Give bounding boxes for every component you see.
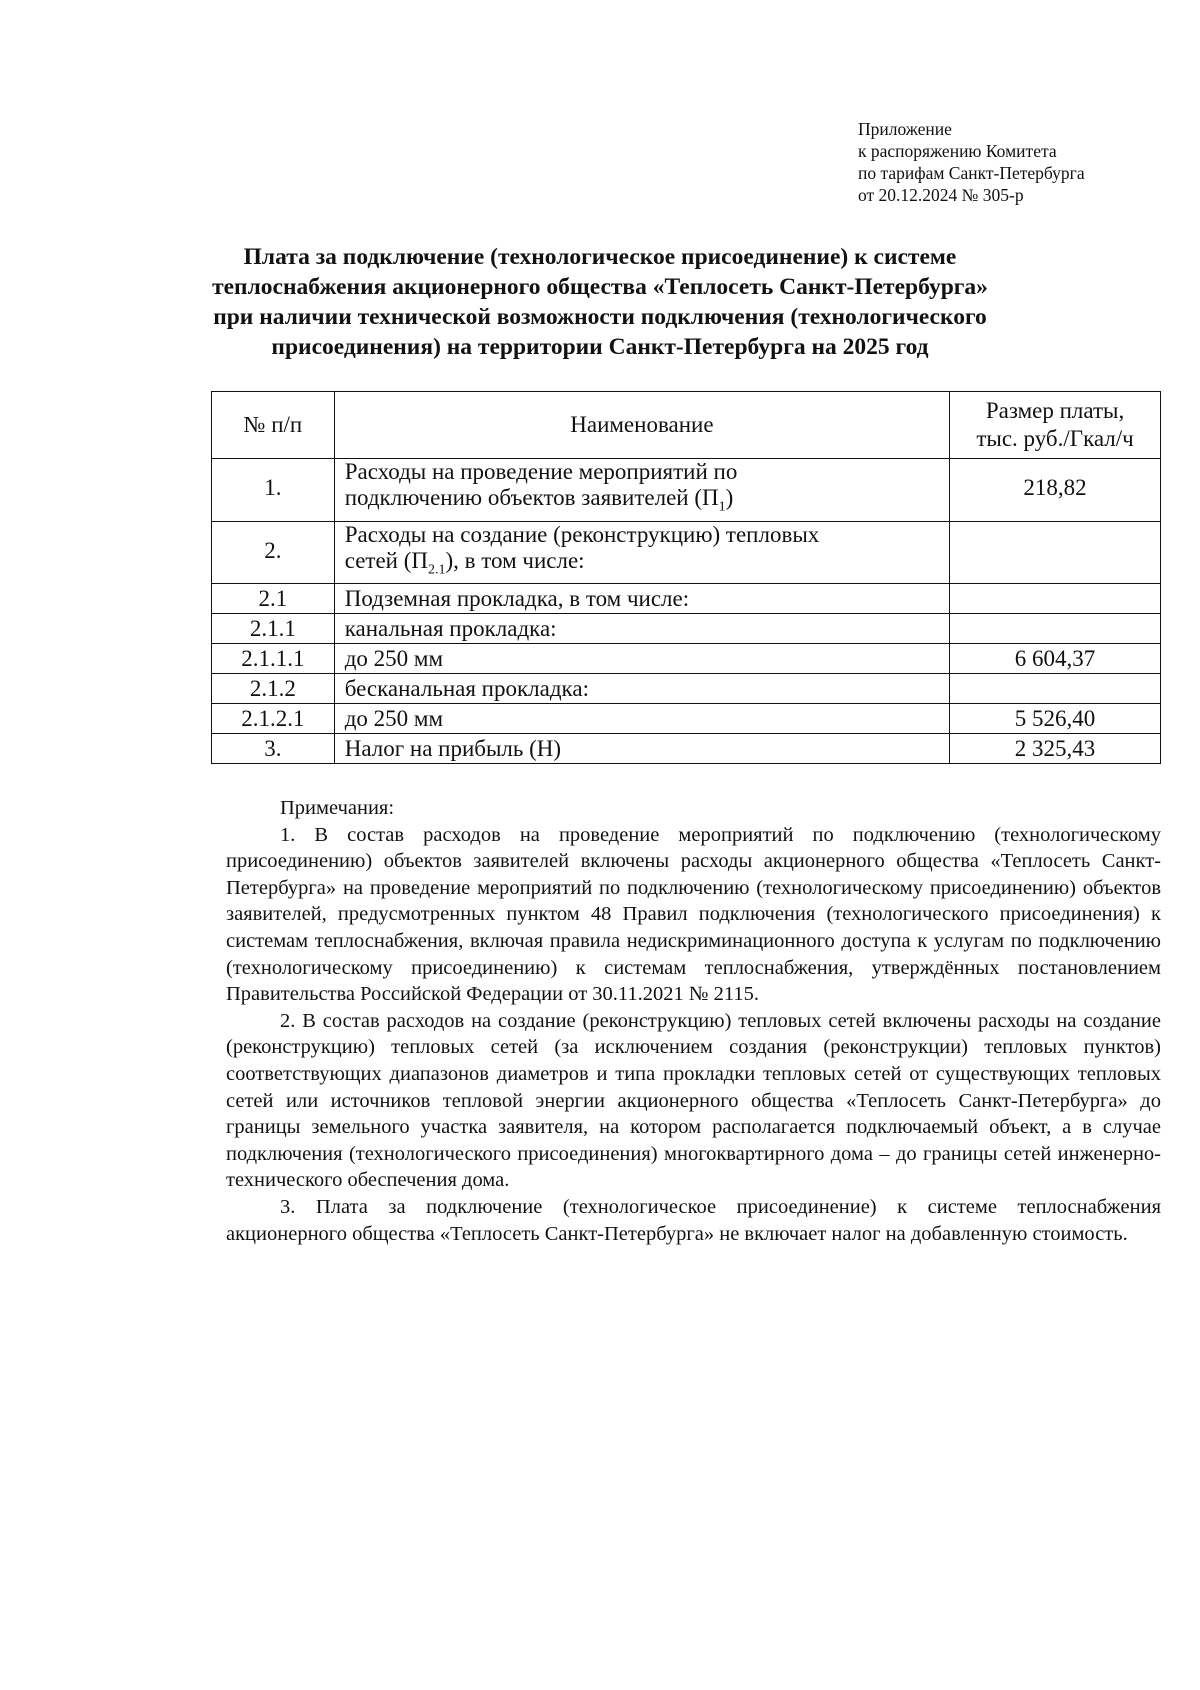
- row-name: до 250 мм: [334, 644, 949, 674]
- row-name-line-2: подключению объектов заявителей (П: [344, 485, 719, 510]
- row-name: [334, 459, 949, 522]
- row-num: 2.1: [212, 584, 335, 614]
- appendix-line-4: от 20.12.2024 № 305-р: [858, 185, 1024, 205]
- document-title: [150, 242, 1050, 362]
- row-num: 2.1.1: [212, 614, 335, 644]
- row-name: канальная прокладка:: [334, 614, 949, 644]
- row-name: [334, 521, 949, 584]
- appendix-block: [858, 118, 1085, 206]
- table-row: [212, 459, 1161, 522]
- table-row: [212, 734, 1161, 764]
- row-name-line-1: Расходы на создание (реконструкцию) тепловых: [344, 521, 820, 547]
- row-num: 1.: [212, 459, 335, 522]
- header-fee-line-2: тыс. руб./Гкал/ч: [976, 426, 1134, 451]
- table-row: [212, 644, 1161, 674]
- row-num: 2.: [212, 521, 335, 584]
- row-fee: 5 526,40: [950, 704, 1161, 734]
- row-num: 2.1.1.1: [212, 644, 335, 674]
- table-row: [212, 584, 1161, 614]
- note-item-2: 2. В состав расходов на создание (реконструкцию) тепловых сетей включены расходы на создание (реконструкцию) тепловых сетей (за исключением создания (реконструкции) тепловых пунктов) соответствующих диапазонов диаметров и типа прокладки тепловых сетей от существующих тепловых сетей или источников тепловой энергии акционерного общества «Теплосеть Санкт-Петербурга» до границы земельного участка заявителя, на котором располагается подключаемый объект, а в случае подключения (технологического присоединения) многоквартирного дома – до границы сетей инженерно-технического обеспечения дома.: [226, 1009, 1161, 1192]
- title-line-2: теплоснабжения акционерного общества «Теплосеть Санкт-Петербурга»: [212, 274, 988, 300]
- row-name: Подземная прокладка, в том числе:: [334, 584, 949, 614]
- row-name: бесканальная прокладка:: [334, 674, 949, 704]
- row-num: 2.1.2.1: [212, 704, 335, 734]
- row-fee: 218,82: [950, 459, 1161, 522]
- tariff-table: [211, 391, 1161, 764]
- row-fee: 6 604,37: [950, 644, 1161, 674]
- appendix-line-1: Приложение: [858, 119, 952, 139]
- note-item-1: 1. В состав расходов на проведение мероприятий по подключению (технологическому присоединению) объектов заявителей включены расходы акционерного общества «Теплосеть Санкт-Петербурга» на проведение мероприятий по подключению (технологическому присоединению) объектов заявителей, предусмотренных пунктом 48 Правил подключения (технологического присоединения) к системам теплоснабжения, включая правила недискриминационного доступа к услугам по подключению (технологическому присоединению) к системам теплоснабжения, утверждённых постановлением Правительства Российской Федерации от 30.11.2021 № 2115.: [226, 823, 1161, 1006]
- header-num: № п/п: [212, 392, 335, 459]
- note-item-3: 3. Плата за подключение (технологическое присоединение) к системе теплоснабжения акционерного общества «Теплосеть Санкт-Петербурга» не включает налог на добавленную стоимость.: [226, 1195, 1161, 1245]
- table-row: [212, 614, 1161, 644]
- appendix-line-2: к распоряжению Комитета: [858, 141, 1057, 161]
- appendix-line-3: по тарифам Санкт-Петербурга: [858, 163, 1085, 183]
- row-num: 2.1.2: [212, 674, 335, 704]
- row-name: до 250 мм: [334, 704, 949, 734]
- header-name: Наименование: [334, 392, 949, 459]
- notes-label: Примечания:: [280, 797, 395, 819]
- table-header-row: [212, 392, 1161, 459]
- title-line-3: при наличии технической возможности подключения (технологического: [213, 304, 987, 330]
- row-fee: 2 325,43: [950, 734, 1161, 764]
- row-fee: [950, 674, 1161, 704]
- row-name-line-2: сетей (П: [344, 547, 428, 573]
- row-fee: [950, 584, 1161, 614]
- notes-section: [226, 795, 1161, 1247]
- title-line-4: присоединения) на территории Санкт-Петербурга на 2025 год: [271, 334, 929, 360]
- row-name-line-1: Расходы на проведение мероприятий по: [344, 459, 738, 484]
- title-line-1: Плата за подключение (технологическое присоединение) к системе: [243, 244, 957, 270]
- row-name-line-2-end: ): [725, 485, 734, 510]
- row-name-line-2-end: ), в том числе:: [445, 547, 585, 573]
- row-fee: [950, 614, 1161, 644]
- row-fee: [950, 521, 1161, 584]
- header-fee: [950, 392, 1161, 459]
- table-row: [212, 674, 1161, 704]
- row-name-subscript: 2.1: [428, 562, 446, 578]
- table-row: [212, 521, 1161, 584]
- header-fee-line-1: Размер платы,: [985, 398, 1125, 423]
- table-row: [212, 704, 1161, 734]
- row-name: Налог на прибыль (Н): [334, 734, 949, 764]
- row-name-subscript: 1: [718, 499, 726, 515]
- row-num: 3.: [212, 734, 335, 764]
